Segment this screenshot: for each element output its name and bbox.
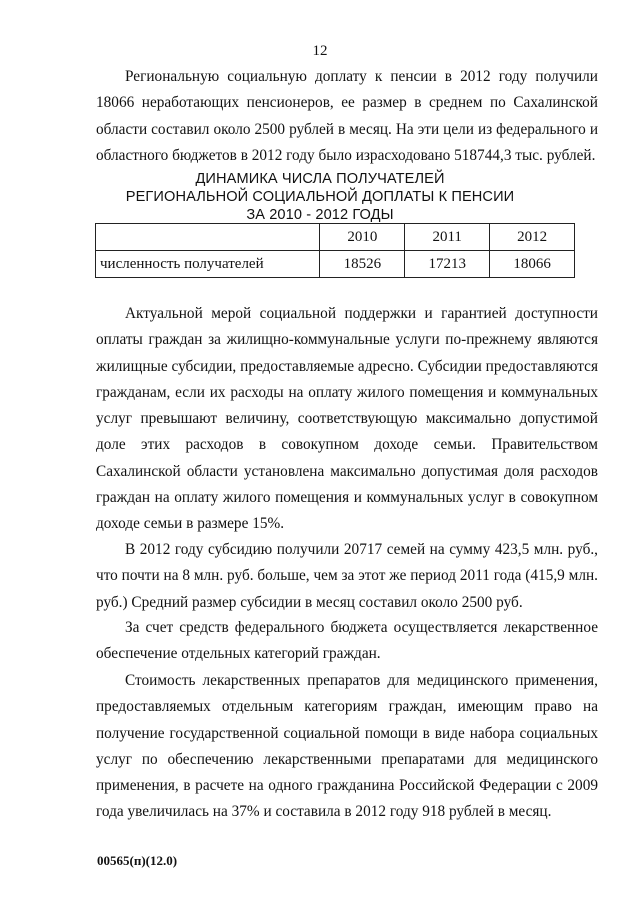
paragraph-pension-supplement: Региональную социальную доплату к пенсии в 2012 году получили 18066 неработающих пенсионеров, ее размер в среднем по Сахалинской области составил около 2500 рублей в месяц. На эти цели из федерального и областного бюджетов в 2012 году было израсходовано 518744,3 тыс. рублей. xyxy=(96,68,598,164)
paragraph-housing-subsidies: Актуальной мерой социальной поддержки и гарантией доступности оплаты граждан за жилищно-коммунальные услуги по-прежнему являются жилищные субсидии, предоставляемые адресно. Субсидии предоставляются гражданам, если их расходы на оплату жилого помещения и коммунальных услуг превышают величину, соответствующую максимально допустимой доле этих расходов в совокупном доходе семьи. Правительством Сахалинской области установлена максимально допустимая доля расходов граждан на оплату жилого помещения и коммунальных услуг в совокупном доходе семьи в размере 15%. xyxy=(96,305,598,533)
document-code: 00565(п)(12.0) xyxy=(97,853,178,868)
paragraph-medicine-cost: Стоимость лекарственных препаратов для медицинского применения, предоставляемых отдельным категориям граждан, имеющим право на получение государственной социальной помощи в виде набора социальных услуг по обеспечению лекарственными препаратами для медицинского применения, в расчете на одного гражданина Российской Федерации с 2009 года увеличилась на 37% и составила в 2012 году 918 рублей в месяц. xyxy=(96,672,598,821)
table-header-cell xyxy=(96,224,320,251)
table-row-label: численность получателей xyxy=(96,251,320,278)
paragraph-medicine-provision: За счет средств федерального бюджета осуществляется лекарственное обеспечение отдельных категорий граждан. xyxy=(96,619,598,663)
table-cell: 17213 xyxy=(405,251,490,278)
recipients-table xyxy=(95,223,575,278)
table-title-line-2: РЕГИОНАЛЬНОЙ СОЦИАЛЬНОЙ ДОПЛАТЫ К ПЕНСИИ xyxy=(125,189,515,205)
page-number: 12 xyxy=(312,43,328,59)
table-row xyxy=(96,251,575,278)
table-title-line-1: ДИНАМИКА ЧИСЛА ПОЛУЧАТЕЛЕЙ xyxy=(195,171,445,187)
table-header-cell: 2010 xyxy=(320,224,405,251)
table-header-cell: 2011 xyxy=(405,224,490,251)
table-header-cell: 2012 xyxy=(490,224,575,251)
table-title-line-3: ЗА 2010 - 2012 ГОДЫ xyxy=(246,207,394,223)
paragraph-subsidy-2012: В 2012 году субсидию получили 20717 семей на сумму 423,5 млн. руб., что почти на 8 млн. руб. больше, чем за этот же период 2011 года (415,9 млн. руб.) Средний размер субсидии в месяц составил около 2500 руб. xyxy=(96,541,598,611)
table-cell: 18066 xyxy=(490,251,575,278)
table-header-row xyxy=(96,224,575,251)
table-cell: 18526 xyxy=(320,251,405,278)
